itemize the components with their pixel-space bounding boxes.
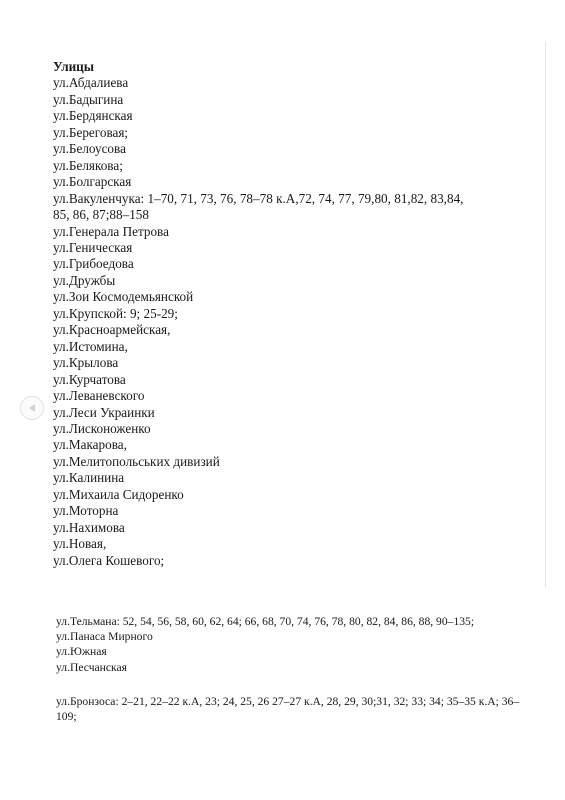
street-line: ул.Белоусова [53, 141, 126, 157]
street-line: ул.Михаила Сидоренко [53, 486, 184, 502]
street-line: ул.Новая, [53, 536, 107, 552]
street-line: ул.Макарова, [53, 437, 127, 453]
street-line: ул.Леваневского [53, 388, 145, 404]
street-line: ул.Мелитопольських дивизий [53, 453, 220, 469]
street-line: ул.Моторна [53, 503, 119, 519]
street-line: ул.Панаса Мирного [56, 630, 153, 644]
street-line: ул.Болгарская [53, 174, 132, 190]
street-line: ул.Грибоедова [53, 256, 134, 272]
street-line: ул.Белякова; [53, 157, 123, 173]
street-line: ул.Абдалиева [53, 75, 129, 91]
street-line: ул.Лисконоженко [53, 420, 151, 436]
previous-page-arrow-icon[interactable] [20, 396, 44, 420]
second-street-block [56, 614, 526, 675]
street-line: ул.Истомина, [53, 338, 128, 354]
street-line: ул.Бадыгина [53, 91, 124, 107]
street-line: ул.Курчатова [53, 371, 126, 387]
third-street-block [56, 694, 526, 724]
street-line: ул.Нахимова [53, 519, 125, 535]
street-line: ул.Крупской: 9; 25-29; [53, 305, 178, 321]
street-line: ул.Зои Космодемьянской [53, 289, 194, 305]
street-line: ул.Крылова [53, 355, 119, 371]
streets-heading: Улицы [53, 59, 95, 74]
street-line: 85, 86, 87;88–158 [53, 207, 149, 223]
street-bronzosa: ул.Бронзоса: 2–21, 22–22 к.А, 23; 24, 25, 26 27–27 к.А, 28, 29, 30;31, 32; 33; 34; 35–35 к.А; 36–109; [56, 695, 520, 724]
street-line: ул.Геническая [53, 239, 133, 255]
street-line: ул.Генерала Петрова [53, 223, 169, 239]
street-line: ул.Песчанская [56, 660, 127, 674]
street-line: ул.Леси Украинки [53, 404, 155, 420]
street-line: ул.Бердянская [53, 108, 133, 124]
street-line: ул.Береговая; [53, 124, 129, 140]
street-line: ул.Дружбы [53, 272, 116, 288]
streets-list [53, 59, 551, 569]
street-line: ул.Южная [56, 645, 107, 659]
street-line: ул.Калинина [53, 470, 125, 486]
street-telmana: ул.Тельмана: 52, 54, 56, 58, 60, 62, 64; 66, 68, 70, 74, 76, 78, 80, 82, 84, 86, 88, 90–135; [56, 615, 475, 628]
street-line: ул.Вакуленчука: 1–70, 71, 73, 76, 78–78 к.А,72, 74, 77, 79,80, 81,82, 83,84, [53, 190, 464, 206]
street-line: ул.Красноармейская, [53, 322, 171, 338]
street-line: ул.Олега Кошевого; [53, 552, 165, 568]
